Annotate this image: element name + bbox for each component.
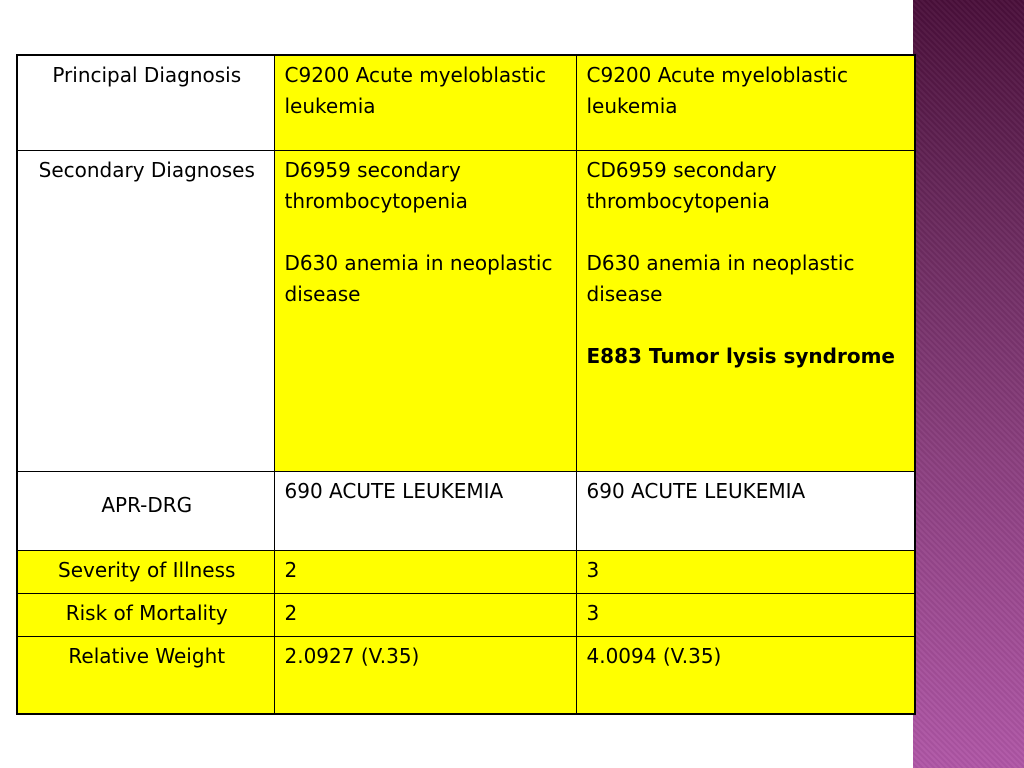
decorative-side-band [913, 0, 1024, 768]
table-row-principal-diagnosis [17, 55, 915, 150]
secondary-diagnosis-item: CD6959 secondary thrombocytopenia [586, 157, 777, 213]
risk-of-mortality-after: 3 [576, 593, 915, 636]
risk-of-mortality-label: Risk of Mortality [17, 593, 274, 636]
apr-drg-label: APR-DRG [17, 471, 274, 550]
severity-of-illness-label: Severity of Illness [17, 550, 274, 593]
severity-of-illness-before: 2 [274, 550, 576, 593]
secondary-diagnosis-added-item: E883 Tumor lysis syndrome [586, 343, 895, 368]
diagnosis-comparison-table [16, 54, 916, 715]
principal-diagnosis-label: Principal Diagnosis [17, 55, 274, 150]
relative-weight-before: 2.0927 (V.35) [274, 636, 576, 714]
principal-diagnosis-before: C9200 Acute myeloblastic leukemia [274, 55, 576, 150]
secondary-diagnosis-item: D630 anemia in neoplastic disease [284, 250, 553, 306]
table-row-severity-of-illness [17, 550, 915, 593]
table-row-secondary-diagnoses [17, 150, 915, 471]
relative-weight-after: 4.0094 (V.35) [576, 636, 915, 714]
secondary-diagnoses-label: Secondary Diagnoses [17, 150, 274, 471]
table-row-risk-of-mortality [17, 593, 915, 636]
table-row-relative-weight [17, 636, 915, 714]
principal-diagnosis-after: C9200 Acute myeloblastic leukemia [576, 55, 915, 150]
severity-of-illness-after: 3 [576, 550, 915, 593]
secondary-diagnoses-after [576, 150, 915, 471]
table-row-apr-drg [17, 471, 915, 550]
secondary-diagnosis-item: D6959 secondary thrombocytopenia [284, 157, 468, 213]
apr-drg-after: 690 ACUTE LEUKEMIA [576, 471, 915, 550]
secondary-diagnoses-before [274, 150, 576, 471]
secondary-diagnosis-item: D630 anemia in neoplastic disease [586, 250, 855, 306]
risk-of-mortality-before: 2 [274, 593, 576, 636]
relative-weight-label: Relative Weight [17, 636, 274, 714]
apr-drg-before: 690 ACUTE LEUKEMIA [274, 471, 576, 550]
